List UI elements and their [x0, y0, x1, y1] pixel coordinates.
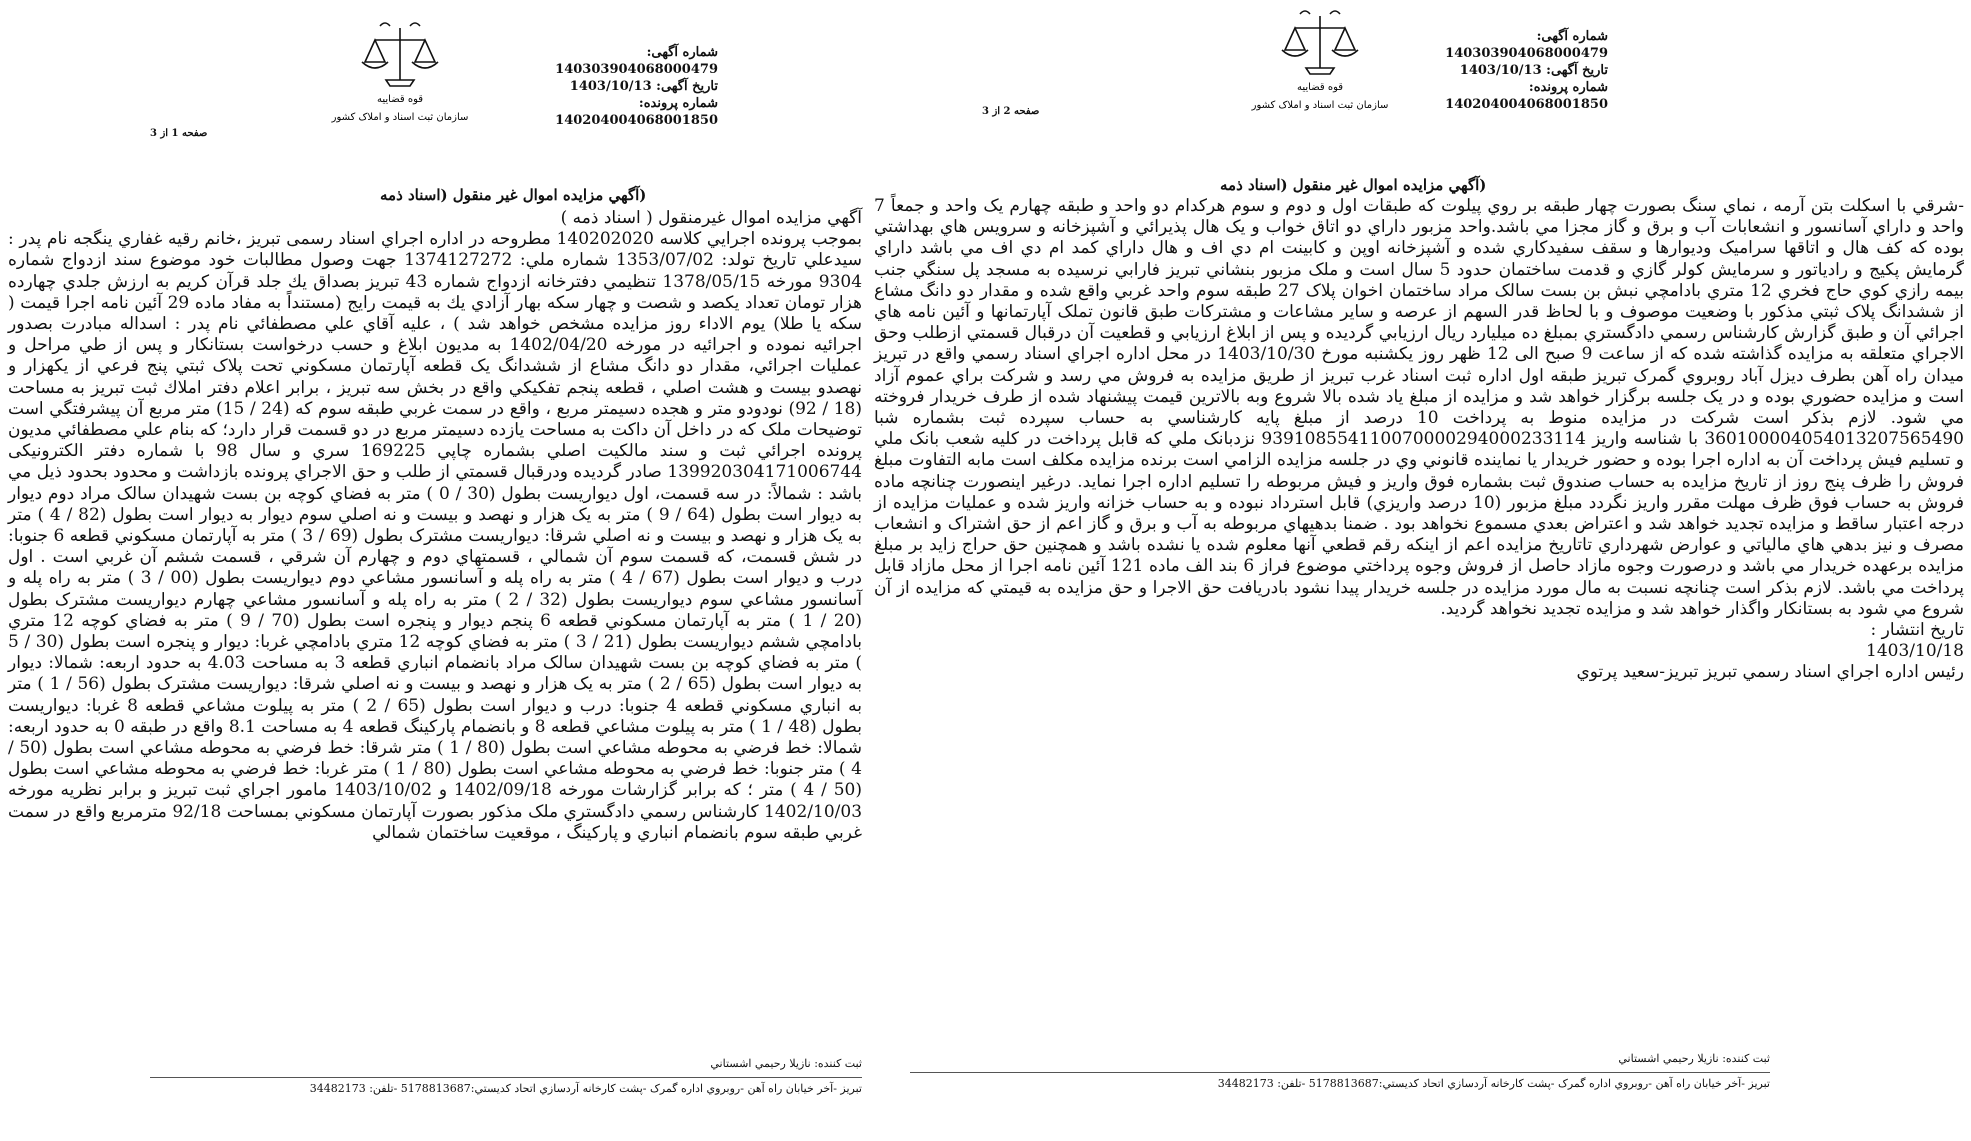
registrar-label: ثبت كننده:: [814, 1057, 862, 1070]
emblem-org-1: قوه قضاییه: [1296, 82, 1344, 93]
footer-address: تبريز -آخر خيابان راه آهن -روبروي اداره گمرک -پشت كارخانه آردسازي اتحاد كديستي:5178813687 -تلفن: 34482173: [150, 1077, 862, 1098]
ad-date-label: تاریخ آگهی:: [656, 79, 718, 94]
emblem-org-2: سازمان ثبت اسناد و املاک کشور: [1251, 100, 1389, 111]
page-title: (آگهي مزايده اموال غير منقول (اسناد ذمه: [380, 186, 647, 204]
header-meta: [508, 44, 718, 129]
ad-date-label: تاریخ آگهی:: [1546, 63, 1608, 78]
page-indicator: صفحه 2 از 3: [982, 106, 1040, 117]
registrar-name: نازيلا رحيمي اشستاني: [1618, 1052, 1719, 1065]
document-page-2: [870, 0, 1971, 1141]
ad-date: 1403/10/13: [1459, 63, 1542, 78]
header-meta: [1398, 28, 1608, 113]
signatory: رئيس اداره اجراي اسناد رسمي تبريز تبريز-سعيد پرتوي: [1576, 662, 1964, 683]
paragraph-main: بموجب پرونده اجرايي كلاسه 140202020 مطروحه در اداره اجراي اسناد رسمی تبريز ،خانم رقيه غفاري ينگجه نام پدر : سيدعلي تاريخ تولد: 1353/07/02 شماره ملي: 1374127272 جهت وصول مطالبات خود موضوع سند ازدواج شماره 9304 مورخه 1378/05/15 تنظيمي دفترخانه ازدواج شماره 43 تبريز بصداق يك جلد قرآن كريم به ارزش جلدي چهارده هزار تومان تعداد يكصد و شصت و چهار سكه بهار آزادي يك به قيمت رايج (مستنداً به مفاد ماده 29 آئين نامه اجرا قيمت ( سكه يا طلا) يوم الاداء روز مزايده مشخص خواهد شد ) ، عليه آقاي علي مصطفائي نام پدر : اسداله مبادرت بصدور اجرائيه نموده و اجرائيه در مورخه 1402/04/20 به مديون ابلاغ و حسب درخواست بستانكار و پس از طي مراحل و عمليات اجرائي، مقدار دو دانگ مشاع از ششدانگ يک قطعه آپارتمان مسكوني تحت پلاک ثبتي پنج فرعي از يكهزار و نهصدو بيست و هشت اصلي ، قطعه پنجم تفكيكي واقع در بخش سه تبريز ، برابر اعلام دفتر املاك ثبت تبريز به مساحت (18 / 92) نودودو متر و هجده دسيمتر مربع ، واقع در سمت غربي طبقه سوم كه (24 / 15) متر مربع آن پيشرفتگي است توضيحات ملک كه در داخل آن داكت به مساحت يازده دسيمتر مربع در دو قسمت قرار دارد؛ كه بنام علي مصطفائي مديون پرونده اجرائي ثبت و سند مالكيت اصلي بشماره چاپي 169225 سري و سال 98 با شماره دفتر الكترونيكی 139920304171006744 صادر گرديده ودرقبال قسمتي از طلب و حق الاجراي پرونده بازداشت و محدود بحدود ذيل مي باشد : شمالاً: در سه قسمت، اول ديواريست بطول (30 / 0 ) متر به فضاي كوچه بن بست شهيدان سالک مراد دوم ديوار به ديوار است بطول (64 / 9 ) متر به يک هزار و نهصد و بيست و نه اصلي سوم ديوار به ديوار است بطول (82 / 4 ) متر به يک هزار و نهصد و بيست و نه اصلي شرقا: ديواريست مشترک بطول (69 / 3 ) متر به آپارتمان مسكوني قطعه 6 جنوبا: در شش قسمت، كه قسمت سوم آن شمالي ، قسمتهاي دوم و چهارم آن شرقي ، قسمت ششم آن غربي است . اول درب و ديوار است بطول (67 / 4 ) متر به راه پله و آسانسور مشاعي دوم ديواريست بطول (00 / 3 ) متر به راه پله و آسانسور مشاعي سوم ديواريست بطول (32 / 2 ) متر به راه پله و آسانسور مشاعي چهارم ديواريست مشترک بطول (20 / 1 ) متر به آپارتمان مسكوني قطعه 6 پنجم ديوار و پنجره است بطول (70 / 9 ) متر به فضاي كوچه 12 متري بادامچي ششم ديواريست بطول (21 / 3 ) متر به فضاي كوچه 12 متري بادامچي غربا: ديوار و پنجره است بطول (30 / 5 ) متر به فضاي كوچه بن بست شهيدان سالک مراد بانضمام انباري قطعه 3 به مساحت 4.03 به حدود اربعه: شمالا: ديوار به ديوار است بطول (65 / 2 ) متر به يک هزار و نهصد و بيست و نه اصلي شرقا: ديواريست مشترک بطول (56 / 1 ) متر به انباري مسكوني قطعه 4 جنوبا: درب و ديوار است بطول (65 / 2 ) متر به پيلوت مشاعي قطعه 8 غربا: ديواريست بطول (48 / 1 ) متر به پيلوت مشاعي قطعه 8 و بانضمام پاركينگ قطعه 4 به مساحت 8.1 واقع در طبقه 0 به حدود اربعه: شمالا: خط فرضي به محوطه مشاعي است بطول (80 / 1 ) متر شرقا: خط فرضي به محوطه مشاعي است بطول (50 / 4 ) متر جنوبا: خط فرضي به محوطه مشاعي است بطول (80 / 1 ) متر غربا: خط فرضي به محوطه مشاعي است بطول (50 / 4 ) متر ؛ كه برابر گزارشات مورخه 1402/09/18 و 1403/10/02 مامور اجراي ثبت تبريز و برابر نظريه مورخه 1402/10/03 كارشناس رسمي دادگستري ملک مذكور بصورت آپارتمان مسكوني بمساحت 92/18 مترمربع واقع در سمت غربي طبقه سوم بانضمام انباري و پاركينگ ، موقعيت ساختمان شمالي: [8, 229, 863, 843]
scales-of-justice-icon: [320, 18, 480, 128]
ad-number: 140303904068000479: [1445, 46, 1608, 61]
judiciary-emblem: [320, 18, 480, 128]
footer: [150, 1055, 862, 1098]
footer-address: تبريز -آخر خيابان راه آهن -روبروي اداره گمرک -پشت كارخانه آردسازي اتحاد كديستي:5178813687 -تلفن: 34482173: [910, 1072, 1770, 1093]
case-number: 140204004068001850: [1445, 97, 1608, 112]
case-number: 140204004068001850: [555, 113, 718, 128]
ad-number-label: شماره آگهی:: [646, 45, 718, 60]
footer: [910, 1050, 1770, 1093]
ad-number: 140303904068000479: [555, 62, 718, 77]
announcement-body: [874, 196, 1964, 684]
registrar-name: نازيلا رحيمي اشستاني: [710, 1057, 811, 1070]
paragraph-heading: آگهي مزايده اموال غيرمنقول ( اسناد ذمه ): [560, 208, 862, 228]
publish-date: 1403/10/18: [1866, 641, 1964, 662]
emblem-org-2: سازمان ثبت اسناد و املاک کشور: [331, 112, 469, 123]
announcement-body: [8, 208, 862, 844]
ad-date: 1403/10/13: [569, 79, 652, 94]
emblem-org-1: قوه قضاییه: [376, 94, 424, 105]
publish-date-label: تاريخ انتشار :: [1870, 620, 1964, 641]
page-indicator: صفحه 1 از 3: [150, 128, 208, 139]
judiciary-emblem: [1240, 6, 1400, 116]
case-number-label: شماره پرونده:: [1528, 80, 1608, 95]
case-number-label: شماره پرونده:: [638, 96, 718, 111]
paragraph-main: -شرقي با اسكلت بتن آرمه ، نماي سنگ بصورت چهار طبقه بر روي پيلوت كه طبقات اول و دوم و سوم هركدام دو واحد و طبقه چهارم يک واحد و جمعاً 7 واحد و داراي آسانسور و انشعابات آب و برق و گاز مجزا مي باشد.واحد مزبور داراي دو اتاق خواب و يک هال پذيرائي و آشپزخانه و سرويس هاي بهداشتي بوده كه كف هال و اتاقها سراميک وديوارها و سقف سفيدكاري شده و آشپزخانه اوپن و كابينت ام دي اف و هال داراي كمد ام دي اف مي باشد داراي گرمايش پكيج و رادياتور و سرمايش كولر گازي و قدمت ساختمان حدود 5 سال است و ملک مزبور بنشاني تبريز فارابي نرسيده به مسجد پل سنگي جنب بيمه رازي كوي حاج فخري 12 متري بادامچي نبش بن بست سالک مراد ساختمان اخوان پلاک 27 طبقه سوم واحد غربي واقع شده و مقدار دو دانگ مشاع از ششدانگ پلاک ثبتي مذكور با وضعيت موصوف و با لحاظ قدر السهم از عرصه و ساير مشاعات و مشتركات طبق قانون تملک آپارتمانها و آئين نامه هاي اجرائي آن و طبق گزارش كارشناس رسمي دادگستري بمبلغ ده ميليارد ريال ارزيابي گرديده و پس از ابلاغ ارزيابي و قطعيت آن درقبال قسمتي ازطلب وحق الاجراي متعلقه به مزايده گذاشته شده كه از ساعت 9 صبح الی 12 ظهر روز يكشنبه مورخ 1403/10/30 در محل اداره اجراي اسناد رسمي واقع در تبريز ميدان راه آهن بطرف ديزل آباد روبروي گمرک تبريز طبقه اول اداره ثبت اسناد غرب تبريز از طريق مزايده به فروش مي رسد و شركت براي عموم آزاد است و مزايده حضوري بوده و در يک جلسه برگزار خواهد شد و مزايده از مبلغ ياد شده بالا شروع وبه بالاترين قيمت پيشنهاد شده از طرف خريدار فروخته مي شود. لازم بذكر است شركت در مزايده منوط به پرداخت 10 درصد از مبلغ پايه كارشناسي به حساب سپرده ثبت بشماره شبا 360100004054013207565490 با شناسه واريز 939108554110070000294000233114 نزدبانک ملي كه قابل پرداخت در كليه شعب بانک ملي و تسليم فيش پرداخت آن به اداره اجرا بوده و حضور خريدار يا نماينده قانوني وي در جلسه مزايده الزامي است برنده مزايده مكلف است مابه التفاوت مبلغ فروش را ظرف پنج روز از تاريخ مزايده به حساب صندوق ثبت بشماره فوق واريز و فيش مربوطه را تسليم اداره اجرا نمايد. درغير اينصورت چنانچه ماده فروش به حساب فوق ظرف مهلت مقرر واريز نگردد مبلغ مزبور (10 درصد واريزي) قابل استرداد نبوده و به حساب خزانه واريز شده و عمليات مزايده از درجه اعتبار ساقط و مزايده تجديد خواهد شد و اعتراض بعدي مسموع نخواهد بود . ضمنا بدهيهاي مربوطه به آب و برق و گاز اعم از حق اشتراک و انشعاب مصرف و نيز بدهي هاي مالياتي و عوارض شهرداري تاتاريخ مزايده اعم از اينكه رقم قطعي آنها معلوم شده يا نشده باشد و همچنين حق حراج زايد بر مبلغ مزايده برعهده خريدار مي باشد و درصورت وجوه مازاد حاصل از فروش وجوه پرداختي موضوع فراز 6 بند الف ماده 121 آئين نامه اجرا از محل مازاد قابل پرداخت مي باشد. لازم بذكر است چنانچه نسبت به مال مورد مزايده در جلسه خريدار پيدا نشود بادريافت حق الاجرا و حق مزايده به قيمتي كه مزايده از آن شروع مي شود به بستانكار واگذار خواهد شد و مزايده تجديد نخواهد گرديد.: [874, 196, 1964, 619]
document-page-1: [0, 0, 870, 1141]
page-title: (آگهي مزايده اموال غير منقول (اسناد ذمه: [1220, 176, 1487, 194]
ad-number-label: شماره آگهی:: [1536, 29, 1608, 44]
scales-of-justice-icon: [1240, 6, 1400, 116]
registrar-label: ثبت كننده:: [1722, 1052, 1770, 1065]
